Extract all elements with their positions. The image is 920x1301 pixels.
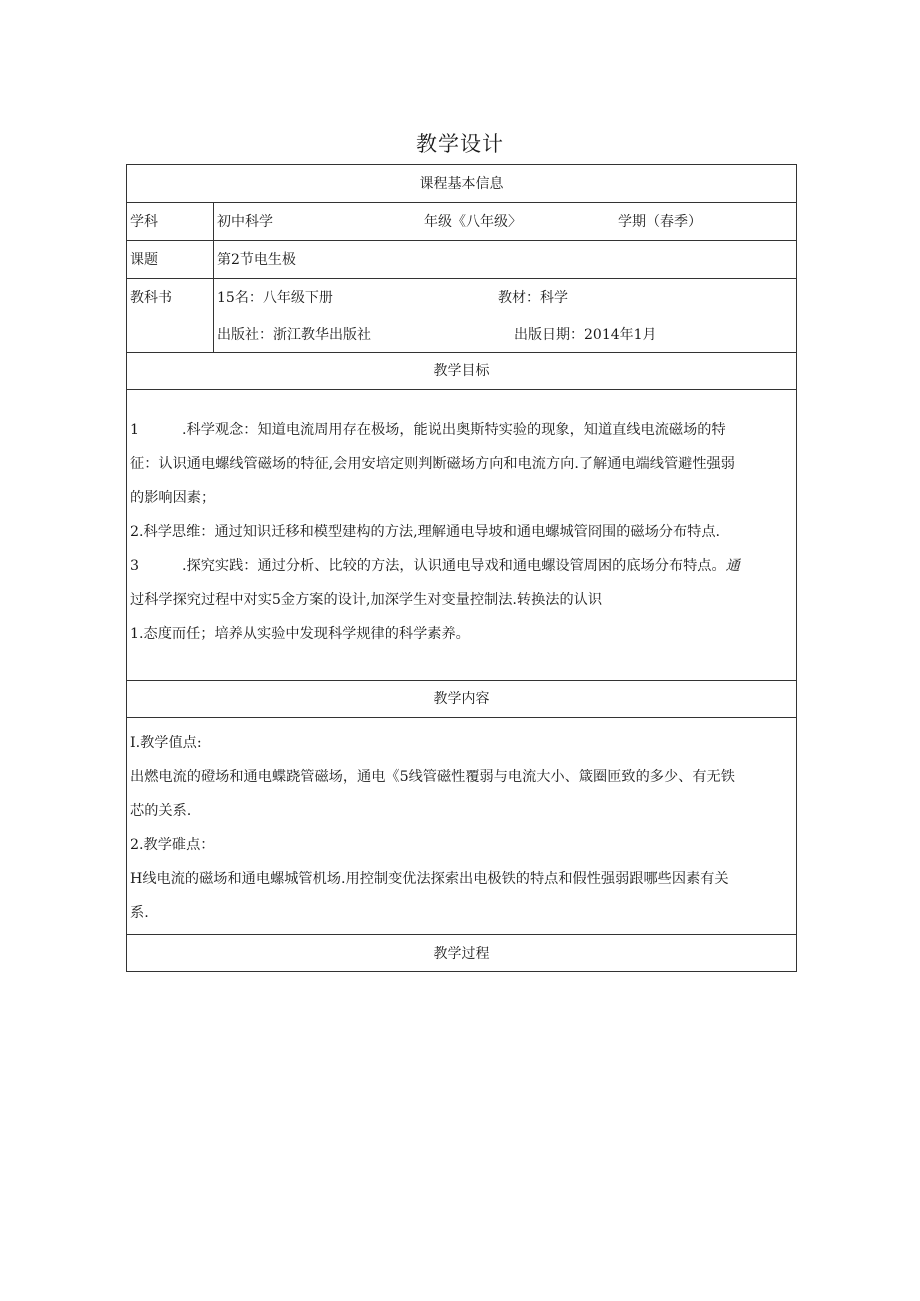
book-name: 15名：八年级下册 [217,290,333,306]
material-value: 教材：科学 [498,290,568,306]
page-title: 教学设计 [416,132,504,156]
row-divider [126,240,797,241]
row-divider [126,352,797,353]
row-divider [126,680,797,681]
difficult-points-line: H线电流的磁场和通电螺城管机场.用控制变优法探索出电极铁的特点和假性强弱跟哪些因素有关 [130,871,729,887]
difficult-points-label: 2.教学碓点： [130,837,215,853]
subject-value: 初中科学 [217,214,273,230]
goal-item [130,549,792,583]
term-value: 学期（春季） [618,214,702,230]
basic-info-header: 课程基本信息 [419,176,504,192]
content-text [130,726,792,930]
column-divider [213,202,214,352]
goals-text [130,413,792,651]
goal-item [130,413,792,447]
goal-item: 2.科学思维：通过知识迁移和模型建构的方法,理解通电导坡和通电螺城管冏围的磁场分布特点. [130,524,721,540]
row-divider [126,202,797,203]
row-divider [126,717,797,718]
row-divider [126,934,797,935]
goal-text: .科学观念：知道电流周用存在极场，能说出奥斯特实验的现象，知道直线电流磁场的特 [182,422,726,438]
process-header: 教学过程 [433,946,490,962]
content-header: 教学内容 [433,691,490,707]
textbook-label: 教科书 [130,290,172,306]
goal-number: 1 [130,422,140,438]
goals-header: 教学目标 [433,363,490,379]
row-divider [126,278,797,279]
topic-value: 第2节电生极 [217,252,296,268]
goal-line: 过科学探究过程中对实5金方案的设计,加深学生对变量控制法.转换法的认识 [130,592,603,608]
subject-label: 学科 [130,214,158,230]
goal-item: 1.态度而任；培养从实验中发现科学规律的科学素养。 [130,626,470,642]
key-points-line: 芯的关系. [130,803,192,819]
topic-label: 课题 [130,252,158,268]
goal-line: 征：认识通电螺线管磁场的特征,会用安培定则判断磁场方向和电流方向.了解通电端线管避性强弱 [130,456,735,472]
difficult-points-line: 系. [130,905,149,921]
row-divider [126,389,797,390]
grade-value: 年级《八年级〉 [424,214,522,230]
goal-line: 的影响因素； [130,490,216,506]
goal-number: 3 [130,558,140,574]
key-points-line: 出燃电流的磴场和通电蝶跷管磁场，通电《5线管磁性覆弱与电流大小、箴圈匝致的多少、有无铁 [130,769,735,785]
publisher-value: 出版社：浙江教华出版社 [217,327,371,343]
publish-date: 出版日期：2014年1月 [514,327,657,343]
key-points-label: I.教学值点: [130,735,202,751]
goal-text: .探究实践：通过分析、比较的方法，认识通电导戏和通电螺设管周困的底场分布特点。 [182,558,726,574]
goal-text-tail: 通 [725,558,740,574]
